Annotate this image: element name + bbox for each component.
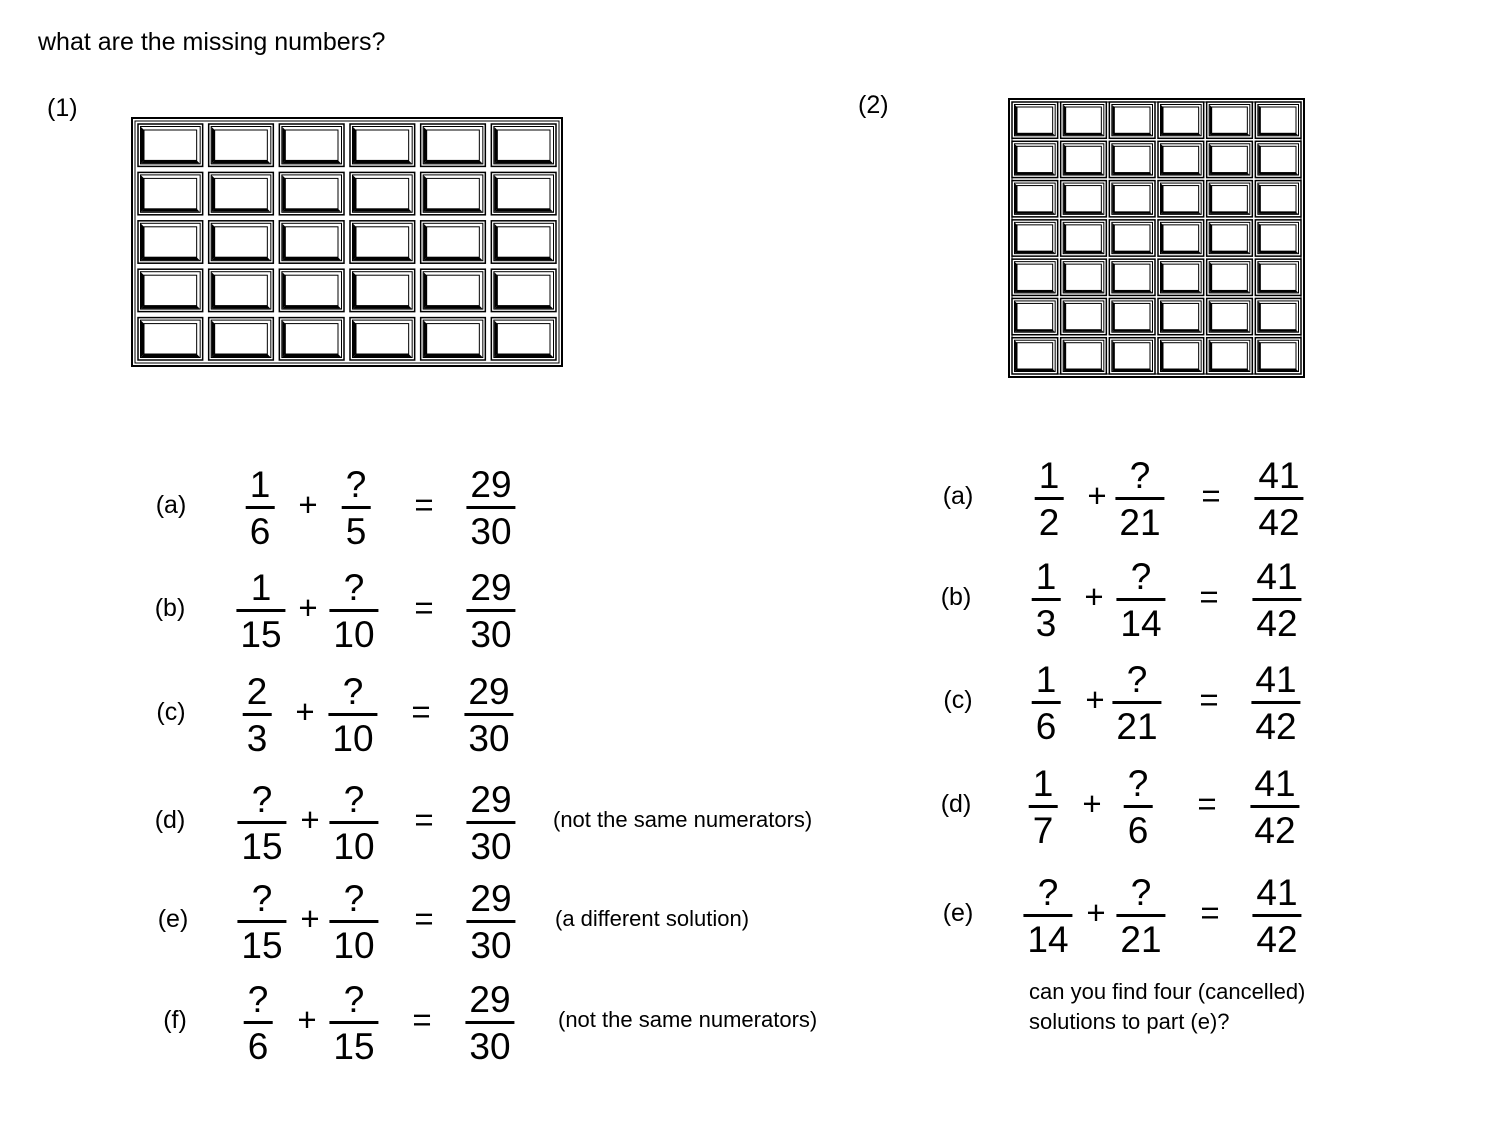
bar2-piece [1012, 220, 1058, 256]
p2-equation-2-left-fraction [1032, 558, 1061, 642]
bar2-piece [1158, 338, 1204, 374]
p1-equation-1-right-fraction-bar [342, 506, 371, 509]
p1-equation-2-right-fraction-numerator: ? [343, 567, 365, 608]
p1-equation-6-result-fraction-denominator: 30 [469, 1026, 511, 1067]
p1-equation-4-result-fraction-bar [466, 821, 515, 824]
bar1-piece [491, 318, 556, 360]
bar2-piece [1207, 102, 1253, 138]
p1-equation-6-result-fraction [465, 981, 514, 1065]
p2-equation-3-result-fraction-denominator: 42 [1255, 706, 1297, 747]
page-title: what are the missing numbers? [38, 28, 386, 56]
footer-line-1: can you find four (cancelled) [1029, 979, 1306, 1004]
p2-equation-3-result-fraction-bar [1251, 701, 1300, 704]
bar1-piece [350, 318, 415, 360]
bar2-piece [1109, 102, 1155, 138]
p2-equation-1-right-fraction-denominator: 21 [1119, 502, 1161, 543]
bar1-piece [279, 269, 344, 311]
p1-equation-2-left-fraction-denominator: 15 [240, 614, 282, 655]
bar2-piece [1207, 220, 1253, 256]
bar2-piece [1255, 338, 1301, 374]
bar1-piece [138, 124, 203, 166]
p2-equation-3-equals-sign: = [1199, 681, 1219, 718]
bar2-piece [1012, 102, 1058, 138]
p2-equation-1-right-fraction-numerator: ? [1129, 455, 1151, 496]
bar1-piece [350, 221, 415, 263]
p2-equation-1-equals-sign: = [1201, 477, 1221, 514]
p2-equation-4-left-fraction-numerator: 1 [1032, 763, 1054, 804]
p1-equation-1-left-fraction-denominator: 6 [249, 511, 271, 552]
bar2-piece [1109, 338, 1155, 374]
p1-equation-6-right-fraction-bar [329, 1021, 378, 1024]
bar2-piece [1207, 259, 1253, 295]
p2-equation-1-left-fraction [1035, 457, 1064, 541]
bar2-piece [1158, 102, 1204, 138]
p2-equation-5-left-fraction [1023, 874, 1072, 958]
p2-equation-5-right-fraction-denominator: 21 [1120, 919, 1162, 960]
p1-equation-4-plus-sign: + [300, 801, 320, 838]
bar1-piece [421, 221, 486, 263]
p2-equation-1-label: (a) [942, 482, 974, 510]
p1-equation-5-equals-sign: = [414, 900, 434, 937]
p2-equation-2-right-fraction [1116, 558, 1165, 642]
bar1-piece [491, 221, 556, 263]
p1-equation-3-right-fraction-denominator: 10 [332, 718, 374, 759]
p2-equation-3-right-fraction-denominator: 21 [1116, 706, 1158, 747]
bar2-piece [1061, 220, 1107, 256]
p1-equation-3-left-fraction-bar [243, 713, 272, 716]
p1-equation-2-right-fraction-denominator: 10 [333, 614, 375, 655]
p2-equation-5-equals-sign: = [1200, 894, 1220, 931]
p2-equation-1-right-fraction [1115, 457, 1164, 541]
p2-equation-4-result-fraction-denominator: 42 [1254, 810, 1296, 851]
bar2-piece [1061, 338, 1107, 374]
p1-equation-2-result-fraction-bar [466, 609, 515, 612]
p1-equation-1-right-fraction-denominator: 5 [345, 511, 367, 552]
p2-equation-2-plus-sign: + [1084, 578, 1104, 615]
p2-equation-5-result-fraction-numerator: 41 [1256, 872, 1298, 913]
bar1-piece [138, 221, 203, 263]
p1-equation-6-left-fraction-bar [244, 1021, 273, 1024]
bar1-piece [279, 221, 344, 263]
p1-equation-3-equals-sign: = [411, 693, 431, 730]
p1-equation-5-label: (e) [157, 905, 189, 933]
p1-equation-2-left-fraction-numerator: 1 [250, 567, 272, 608]
p2-equation-4-result-fraction-bar [1250, 805, 1299, 808]
p1-equation-2-left-fraction-bar [236, 609, 285, 612]
p2-equation-4-right-fraction-denominator: 6 [1127, 810, 1149, 851]
p1-equation-6-left-fraction-numerator: ? [247, 979, 269, 1020]
p1-equation-4-left-fraction-denominator: 15 [241, 826, 283, 867]
p1-equation-1-result-fraction-bar [466, 506, 515, 509]
p1-equation-3-left-fraction-numerator: 2 [246, 671, 268, 712]
p1-equation-5-left-fraction-numerator: ? [251, 878, 273, 919]
bar1-piece [491, 269, 556, 311]
p2-equation-4-left-fraction-bar [1029, 805, 1058, 808]
p1-equation-5-result-fraction-numerator: 29 [470, 878, 512, 919]
p2-equation-4-equals-sign: = [1197, 785, 1217, 822]
bar1-piece [209, 318, 274, 360]
p2-equation-4-result-fraction [1250, 765, 1299, 849]
bar1-piece [138, 269, 203, 311]
bar2-piece [1061, 141, 1107, 177]
bar1-piece [279, 124, 344, 166]
p1-equation-5-right-fraction-denominator: 10 [333, 925, 375, 966]
p2-equation-2-left-fraction-numerator: 1 [1035, 556, 1057, 597]
bar1-piece [491, 124, 556, 166]
p2-equation-2-equals-sign: = [1199, 578, 1219, 615]
p1-equation-6-left-fraction [244, 981, 273, 1065]
p2-equation-5-left-fraction-bar [1023, 914, 1072, 917]
p1-equation-1-left-fraction-numerator: 1 [249, 464, 271, 505]
bar2-piece [1207, 338, 1253, 374]
bar2-piece [1109, 220, 1155, 256]
p1-equation-4-result-fraction-denominator: 30 [470, 826, 512, 867]
bar2-piece [1012, 141, 1058, 177]
p1-equation-2-left-fraction [236, 569, 285, 653]
p1-equation-2-result-fraction-numerator: 29 [470, 567, 512, 608]
p1-equation-2-right-fraction [329, 569, 378, 653]
p1-equation-3-right-fraction-numerator: ? [342, 671, 364, 712]
p1-equation-5-right-fraction-numerator: ? [343, 878, 365, 919]
bar1-piece [209, 269, 274, 311]
p2-equation-2-result-fraction-numerator: 41 [1256, 556, 1298, 597]
bar1-piece [209, 172, 274, 214]
bar1-piece [279, 318, 344, 360]
bar1-piece [491, 172, 556, 214]
p1-equation-4-left-fraction-bar [237, 821, 286, 824]
p1-equation-5-result-fraction-denominator: 30 [470, 925, 512, 966]
p1-equation-5-left-fraction-bar [237, 920, 286, 923]
p1-equation-1-result-fraction-denominator: 30 [470, 511, 512, 552]
p1-equation-6-result-fraction-bar [465, 1021, 514, 1024]
bar2-piece [1255, 141, 1301, 177]
p1-equation-4-equals-sign: = [414, 801, 434, 838]
bar1-piece [279, 172, 344, 214]
p1-equation-6-left-fraction-denominator: 6 [247, 1026, 269, 1067]
p1-equation-6-note: (not the same numerators) [558, 1007, 818, 1032]
p1-equation-5-right-fraction-bar [329, 920, 378, 923]
p2-equation-3-left-fraction [1032, 661, 1061, 745]
p2-equation-5-right-fraction-numerator: ? [1130, 872, 1152, 913]
p1-equation-4-right-fraction [329, 781, 378, 865]
p2-equation-4-right-fraction [1124, 765, 1153, 849]
p1-equation-6-right-fraction-numerator: ? [343, 979, 365, 1020]
p2-equation-2-result-fraction-bar [1252, 598, 1301, 601]
p2-equation-1-result-fraction-bar [1254, 497, 1303, 500]
p1-equation-4-right-fraction-numerator: ? [343, 779, 365, 820]
p1-equation-6-plus-sign: + [297, 1001, 317, 1038]
p1-equation-1-left-fraction-bar [246, 506, 275, 509]
bar2-piece [1012, 338, 1058, 374]
bar1-piece [209, 221, 274, 263]
p2-equation-3-result-fraction-numerator: 41 [1255, 659, 1297, 700]
p2-equation-3-result-fraction [1251, 661, 1300, 745]
p1-equation-4-left-fraction-numerator: ? [251, 779, 273, 820]
p2-equation-3-left-fraction-bar [1032, 701, 1061, 704]
p2-equation-1-plus-sign: + [1087, 477, 1107, 514]
p2-equation-4-result-fraction-numerator: 41 [1254, 763, 1296, 804]
bar2-piece [1012, 259, 1058, 295]
bar1-piece [209, 124, 274, 166]
bar1-piece [138, 172, 203, 214]
p2-equation-2-label: (b) [940, 583, 972, 611]
p1-equation-4-label: (d) [154, 806, 186, 834]
p1-equation-3-result-fraction-bar [464, 713, 513, 716]
bar2-piece [1255, 259, 1301, 295]
p2-equation-5-left-fraction-numerator: ? [1037, 872, 1059, 913]
p2-equation-2-result-fraction-denominator: 42 [1256, 603, 1298, 644]
problem-1-label: (1) [47, 94, 78, 122]
p2-equation-3-right-fraction-numerator: ? [1126, 659, 1148, 700]
bar2-piece [1158, 220, 1204, 256]
p1-equation-2-result-fraction-denominator: 30 [470, 614, 512, 655]
bar2-piece [1012, 181, 1058, 217]
p2-equation-4-label: (d) [940, 790, 972, 818]
bar2-piece [1109, 141, 1155, 177]
p2-equation-3-left-fraction-denominator: 6 [1035, 706, 1057, 747]
p2-equation-3-plus-sign: + [1085, 681, 1105, 718]
p1-equation-4-right-fraction-bar [329, 821, 378, 824]
p1-equation-5-plus-sign: + [300, 900, 320, 937]
p1-equation-3-result-fraction-denominator: 30 [468, 718, 510, 759]
p1-equation-1-plus-sign: + [298, 486, 318, 523]
p1-equation-6-result-fraction-numerator: 29 [469, 979, 511, 1020]
p2-equation-3-left-fraction-numerator: 1 [1035, 659, 1057, 700]
bar1-piece [350, 269, 415, 311]
p1-equation-1-label: (a) [155, 491, 187, 519]
p1-equation-5-right-fraction [329, 880, 378, 964]
p2-equation-5-result-fraction [1252, 874, 1301, 958]
p1-equation-5-left-fraction [237, 880, 286, 964]
bar2-piece [1158, 259, 1204, 295]
p2-equation-4-plus-sign: + [1082, 785, 1102, 822]
p2-equation-3-label: (c) [943, 686, 973, 714]
p1-equation-1-left-fraction [246, 466, 275, 550]
p2-equation-5-result-fraction-denominator: 42 [1256, 919, 1298, 960]
p1-equation-3-right-fraction [328, 673, 377, 757]
p1-equation-6-right-fraction-denominator: 15 [333, 1026, 375, 1067]
p2-equation-5-left-fraction-denominator: 14 [1027, 919, 1069, 960]
p1-equation-1-equals-sign: = [414, 486, 434, 523]
p1-equation-1-result-fraction [466, 466, 515, 550]
bar2-piece [1061, 259, 1107, 295]
p1-equation-3-label: (c) [156, 698, 186, 726]
p2-equation-1-left-fraction-denominator: 2 [1038, 502, 1060, 543]
bar2-piece [1061, 298, 1107, 334]
p2-equation-4-right-fraction-bar [1124, 805, 1153, 808]
p1-equation-2-plus-sign: + [298, 589, 318, 626]
p2-equation-5-right-fraction-bar [1116, 914, 1165, 917]
p1-equation-3-result-fraction [464, 673, 513, 757]
p1-equation-1-right-fraction-numerator: ? [345, 464, 367, 505]
p1-equation-3-left-fraction-denominator: 3 [246, 718, 268, 759]
p1-equation-4-result-fraction-numerator: 29 [470, 779, 512, 820]
bar1-piece [350, 124, 415, 166]
bar2-piece [1255, 220, 1301, 256]
bar2-piece [1109, 298, 1155, 334]
bar2-piece [1061, 181, 1107, 217]
p2-equation-2-left-fraction-bar [1032, 598, 1061, 601]
bar2-piece [1109, 259, 1155, 295]
footer-line-2: solutions to part (e)? [1029, 1009, 1230, 1034]
bar2-piece [1158, 298, 1204, 334]
p1-equation-4-left-fraction [237, 781, 286, 865]
p2-equation-2-left-fraction-denominator: 3 [1035, 603, 1057, 644]
p2-equation-4-right-fraction-numerator: ? [1127, 763, 1149, 804]
p2-equation-4-left-fraction [1029, 765, 1058, 849]
bar2-piece [1207, 181, 1253, 217]
bar2-piece [1012, 298, 1058, 334]
p1-equation-3-result-fraction-numerator: 29 [468, 671, 510, 712]
p1-equation-2-result-fraction [466, 569, 515, 653]
p1-equation-4-result-fraction [466, 781, 515, 865]
bar2-piece [1158, 181, 1204, 217]
bar2-piece [1255, 102, 1301, 138]
p1-equation-1-right-fraction [342, 466, 371, 550]
p2-equation-3-right-fraction-bar [1112, 701, 1161, 704]
p2-equation-4-left-fraction-denominator: 7 [1032, 810, 1054, 851]
bar1-piece [138, 318, 203, 360]
bar2-piece [1207, 141, 1253, 177]
p2-equation-2-right-fraction-denominator: 14 [1120, 603, 1162, 644]
p2-equation-2-result-fraction [1252, 558, 1301, 642]
p2-equation-1-right-fraction-bar [1115, 497, 1164, 500]
p1-equation-3-plus-sign: + [295, 693, 315, 730]
bar2-piece [1255, 181, 1301, 217]
p1-equation-5-left-fraction-denominator: 15 [241, 925, 283, 966]
p1-equation-5-result-fraction [466, 880, 515, 964]
p1-equation-5-result-fraction-bar [466, 920, 515, 923]
p2-equation-2-right-fraction-numerator: ? [1130, 556, 1152, 597]
bar1-piece [421, 172, 486, 214]
p2-equation-5-plus-sign: + [1086, 894, 1106, 931]
chocolate-bar-1-image [131, 117, 563, 367]
p1-equation-5-note: (a different solution) [555, 906, 750, 931]
p2-equation-2-right-fraction-bar [1116, 598, 1165, 601]
p1-equation-2-equals-sign: = [414, 589, 434, 626]
p1-equation-6-equals-sign: = [412, 1001, 432, 1038]
p1-equation-4-right-fraction-denominator: 10 [333, 826, 375, 867]
p2-equation-5-right-fraction [1116, 874, 1165, 958]
p1-equation-4-note: (not the same numerators) [553, 807, 813, 832]
bar1-piece [421, 124, 486, 166]
bar2-piece [1207, 298, 1253, 334]
p2-equation-1-left-fraction-bar [1035, 497, 1064, 500]
problem-2-label: (2) [858, 91, 889, 119]
bar2-piece [1255, 298, 1301, 334]
p2-equation-1-left-fraction-numerator: 1 [1038, 455, 1060, 496]
bar2-piece [1158, 141, 1204, 177]
chocolate-bar-2-image [1008, 98, 1305, 378]
p2-equation-5-label: (e) [942, 899, 974, 927]
bar1-piece [421, 318, 486, 360]
p1-equation-2-label: (b) [154, 594, 186, 622]
bar2-piece [1109, 181, 1155, 217]
p2-equation-3-right-fraction [1112, 661, 1161, 745]
p2-equation-1-result-fraction-denominator: 42 [1258, 502, 1300, 543]
p1-equation-2-right-fraction-bar [329, 609, 378, 612]
bar1-piece [421, 269, 486, 311]
p1-equation-1-result-fraction-numerator: 29 [470, 464, 512, 505]
p1-equation-3-right-fraction-bar [328, 713, 377, 716]
p1-equation-6-label: (f) [163, 1006, 187, 1034]
p2-equation-1-result-fraction [1254, 457, 1303, 541]
p1-equation-6-right-fraction [329, 981, 378, 1065]
p2-equation-1-result-fraction-numerator: 41 [1258, 455, 1300, 496]
p1-equation-3-left-fraction [243, 673, 272, 757]
bar2-piece [1061, 102, 1107, 138]
bar1-piece [350, 172, 415, 214]
p2-equation-5-result-fraction-bar [1252, 914, 1301, 917]
